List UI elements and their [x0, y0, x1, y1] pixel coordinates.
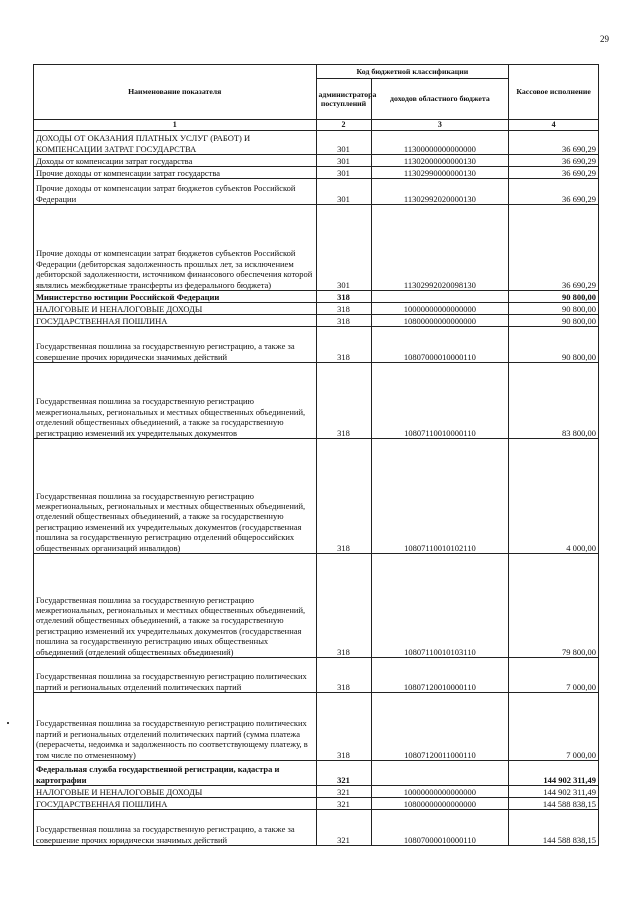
row-income-code: 10807120011000110 — [371, 693, 509, 761]
row-name: Прочие доходы от компенсации затрат бюджетов субъектов Российской Федерации (дебиторская задолженность прошлых лет, за исключением дебиторской задолженности, источником финансового обеспечения которой являлись межбюджетные трансферты из федерального бюджета) — [34, 205, 317, 291]
row-name: Государственная пошлина за государственную регистрацию, а также за совершение прочих юридически значимых действий — [34, 327, 317, 363]
row-income-code — [371, 761, 509, 786]
header-num-2: 2 — [316, 120, 371, 131]
row-name: Федеральная служба государственной регистрации, кадастра и картографии — [34, 761, 317, 786]
header-code-group: Код бюджетной классификации — [316, 65, 509, 79]
row-income-code: 10807110010102110 — [371, 439, 509, 554]
row-income-code: 10000000000000000 — [371, 786, 509, 798]
row-income-code: 11302990000000130 — [371, 167, 509, 179]
header-num-4: 4 — [509, 120, 599, 131]
row-income-code: 10800000000000000 — [371, 315, 509, 327]
row-income-code: 10807110010000110 — [371, 363, 509, 439]
row-name: Государственная пошлина за государственную регистрацию политических партий и региональных отделений политических партий — [34, 658, 317, 693]
row-income-code — [371, 291, 509, 303]
table-row — [34, 810, 599, 846]
row-amount: 144 588 838,15 — [509, 798, 599, 810]
row-income-code: 10807120010000110 — [371, 658, 509, 693]
row-admin-code: 318 — [316, 363, 371, 439]
row-name: Государственная пошлина за государственную регистрацию политических партий и региональных отделений политических партий (сумма платежа (перерасчеты, недоимка и задолженность по соответствующему платежу, в том числе по отмененному) — [34, 693, 317, 761]
row-name: Государственная пошлина за государственную регистрацию межрегиональных, региональных и местных общественных объединений, отделений общественных объединений, а также за государственную регистрацию изменений их учредительных документов (государственная пошлина за государственную регистрацию отделений общероссийских общественных организаций инвалидов) — [34, 439, 317, 554]
table-row — [34, 439, 599, 554]
row-amount: 90 800,00 — [509, 327, 599, 363]
header-income: доходов областного бюджета — [371, 79, 509, 120]
row-amount: 36 690,29 — [509, 167, 599, 179]
row-admin-code: 318 — [316, 315, 371, 327]
row-amount: 36 690,29 — [509, 205, 599, 291]
row-name: ГОСУДАРСТВЕННАЯ ПОШЛИНА — [34, 798, 317, 810]
row-admin-code: 321 — [316, 761, 371, 786]
row-income-code: 11302992020000130 — [371, 179, 509, 205]
row-admin-code: 321 — [316, 810, 371, 846]
row-amount: 79 800,00 — [509, 554, 599, 658]
row-name: Прочие доходы от компенсации затрат бюджетов субъектов Российской Федерации — [34, 179, 317, 205]
row-amount: 90 800,00 — [509, 291, 599, 303]
table-row — [34, 205, 599, 291]
row-amount: 7 000,00 — [509, 658, 599, 693]
row-income-code: 10807000010000110 — [371, 810, 509, 846]
row-amount: 83 800,00 — [509, 363, 599, 439]
row-amount: 36 690,29 — [509, 131, 599, 155]
row-name: Государственная пошлина за государственную регистрацию межрегиональных, региональных и местных общественных объединений, отделений общественных объединений, а также за государственную регистрацию изменений их учредительных документов (государственная пошлина за государственную регистрацию иных общественных объединений (отделений общественных объединений) — [34, 554, 317, 658]
budget-execution-table — [33, 64, 599, 846]
header-name: Наименование показателя — [34, 65, 317, 120]
row-amount: 144 902 311,49 — [509, 786, 599, 798]
row-amount: 7 000,00 — [509, 693, 599, 761]
row-admin-code: 321 — [316, 786, 371, 798]
row-name: Доходы от компенсации затрат государства — [34, 155, 317, 167]
row-income-code: 11302992020098130 — [371, 205, 509, 291]
row-amount: 4 000,00 — [509, 439, 599, 554]
header-num-3: 3 — [371, 120, 509, 131]
row-income-code: 10800000000000000 — [371, 798, 509, 810]
table-row — [34, 291, 599, 303]
row-name: Государственная пошлина за государственную регистрацию межрегиональных, региональных и местных общественных объединений, отделений общественных объединений, а также за государственную регистрацию изменений их учредительных документов — [34, 363, 317, 439]
row-admin-code: 301 — [316, 155, 371, 167]
row-admin-code: 318 — [316, 439, 371, 554]
table-row — [34, 315, 599, 327]
row-admin-code: 321 — [316, 798, 371, 810]
row-admin-code: 318 — [316, 327, 371, 363]
table-row — [34, 303, 599, 315]
row-admin-code: 318 — [316, 693, 371, 761]
row-admin-code: 318 — [316, 303, 371, 315]
header-execution: Кассовое исполнение — [509, 65, 599, 120]
row-admin-code: 318 — [316, 658, 371, 693]
row-income-code: 11302000000000130 — [371, 155, 509, 167]
row-admin-code: 301 — [316, 205, 371, 291]
row-name: НАЛОГОВЫЕ И НЕНАЛОГОВЫЕ ДОХОДЫ — [34, 303, 317, 315]
row-amount: 144 588 838,15 — [509, 810, 599, 846]
row-income-code: 10807110010103110 — [371, 554, 509, 658]
scan-speck — [7, 722, 9, 724]
row-income-code: 11300000000000000 — [371, 131, 509, 155]
row-name: ДОХОДЫ ОТ ОКАЗАНИЯ ПЛАТНЫХ УСЛУГ (РАБОТ) И КОМПЕНСАЦИИ ЗАТРАТ ГОСУДАРСТВА — [34, 131, 317, 155]
table-row — [34, 155, 599, 167]
table-row — [34, 363, 599, 439]
table-row — [34, 786, 599, 798]
row-name: Министерство юстиции Российской Федерации — [34, 291, 317, 303]
table-row — [34, 131, 599, 155]
header-num-1: 1 — [34, 120, 317, 131]
row-name: Государственная пошлина за государственную регистрацию, а также за совершение прочих юридически значимых действий — [34, 810, 317, 846]
row-admin-code: 301 — [316, 179, 371, 205]
table-row — [34, 327, 599, 363]
row-admin-code: 301 — [316, 131, 371, 155]
row-amount: 90 800,00 — [509, 315, 599, 327]
row-amount: 144 902 311,49 — [509, 761, 599, 786]
header-admin: администратора поступлений — [316, 79, 371, 120]
table-row — [34, 761, 599, 786]
row-amount: 36 690,29 — [509, 179, 599, 205]
row-income-code: 10000000000000000 — [371, 303, 509, 315]
row-amount: 90 800,00 — [509, 303, 599, 315]
table-body — [34, 131, 599, 846]
table-row — [34, 658, 599, 693]
row-admin-code: 318 — [316, 554, 371, 658]
table-row — [34, 179, 599, 205]
row-name: ГОСУДАРСТВЕННАЯ ПОШЛИНА — [34, 315, 317, 327]
table-row — [34, 167, 599, 179]
row-amount: 36 690,29 — [509, 155, 599, 167]
page-number: 29 — [600, 34, 609, 44]
table-row — [34, 554, 599, 658]
row-admin-code: 301 — [316, 167, 371, 179]
row-income-code: 10807000010000110 — [371, 327, 509, 363]
row-name: НАЛОГОВЫЕ И НЕНАЛОГОВЫЕ ДОХОДЫ — [34, 786, 317, 798]
table-row — [34, 693, 599, 761]
row-name: Прочие доходы от компенсации затрат государства — [34, 167, 317, 179]
table-row — [34, 798, 599, 810]
row-admin-code: 318 — [316, 291, 371, 303]
